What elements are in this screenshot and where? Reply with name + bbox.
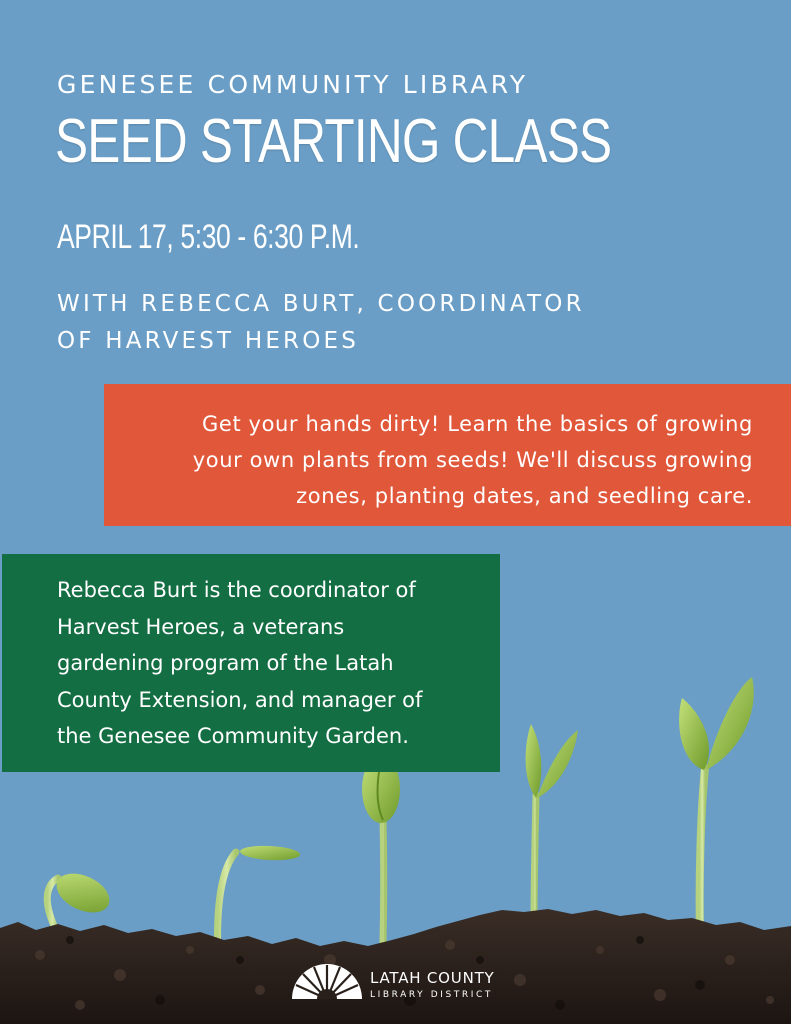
bio-line: the Genesee Community Garden.	[57, 724, 409, 748]
presenter-bio-box	[2, 554, 500, 772]
sprout-stage-1	[47, 866, 115, 930]
sprout-stage-4	[526, 724, 578, 924]
presenter-info	[57, 286, 585, 360]
presenter-line: WITH REBECCA BURT, COORDINATOR	[57, 291, 585, 317]
class-description-box	[104, 384, 791, 526]
logo-subtitle: LIBRARY DISTRICT	[370, 990, 494, 1000]
fan-icon	[290, 963, 364, 1003]
bio-line: Rebecca Burt is the coordinator of	[57, 578, 416, 602]
bio-line: gardening program of the Latah	[57, 651, 394, 675]
description-line: Get your hands dirty! Learn the basics of growing	[202, 412, 753, 436]
bio-line: County Extension, and manager of	[57, 687, 423, 712]
description-line: your own plants from seeds! We'll discuss growing	[192, 448, 753, 472]
latah-county-library-logo	[290, 963, 505, 1007]
event-date-time: APRIL 17, 5:30 - 6:30 P.M.	[57, 218, 360, 256]
event-title: SEED STARTING CLASS	[55, 107, 612, 176]
bio-line: Harvest Heroes, a veterans	[57, 614, 345, 639]
sprout-stage-5	[679, 677, 754, 936]
sprout-stage-3	[362, 755, 400, 942]
presenter-line: OF HARVEST HEROES	[57, 328, 360, 354]
library-name: GENESEE COMMUNITY LIBRARY	[57, 70, 529, 99]
logo-name: LATAH COUNTY	[370, 969, 495, 987]
description-line: zones, planting dates, and seedling care.	[296, 484, 753, 508]
